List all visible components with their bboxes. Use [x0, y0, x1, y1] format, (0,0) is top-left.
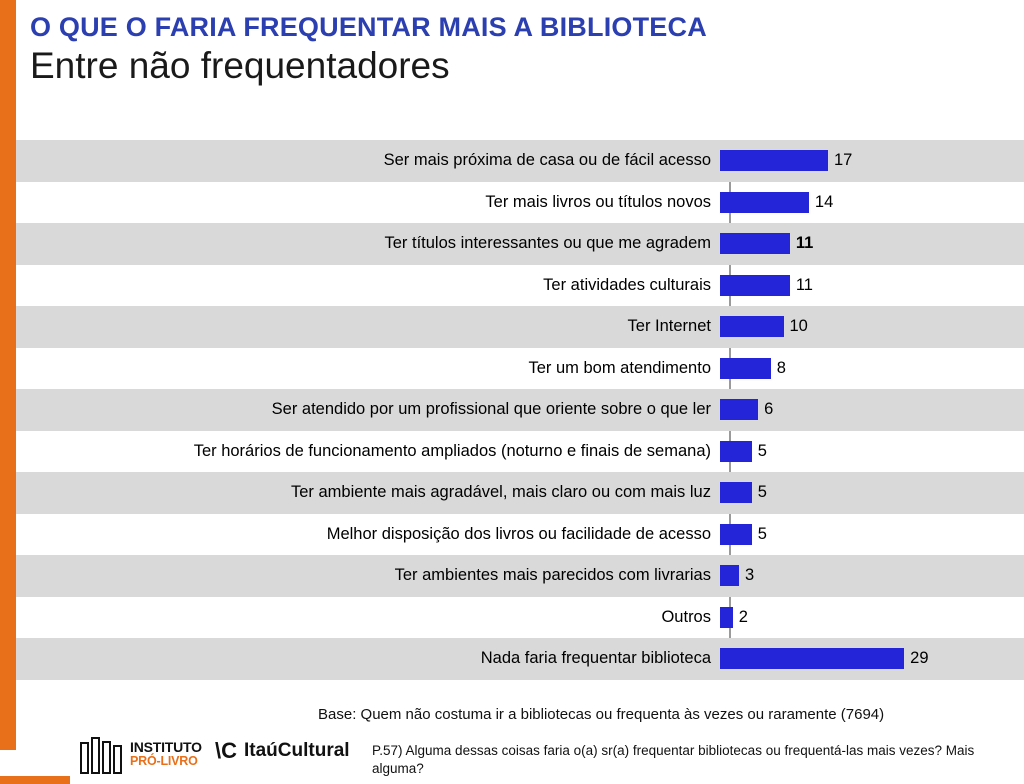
chart-bar	[720, 192, 809, 213]
chart-bar	[720, 648, 904, 669]
chart-bar	[720, 607, 733, 628]
chart-bar-value: 2	[738, 607, 748, 626]
chart-category-label: Ser atendido por um profissional que oriente sobre o que ler	[271, 400, 711, 419]
chart-category-label: Nada faria frequentar biblioteca	[480, 649, 711, 668]
title-block	[30, 12, 990, 88]
chart-row	[16, 431, 1024, 473]
chart-bar-wrap	[720, 431, 1024, 473]
chart-row	[16, 389, 1024, 431]
question-note: P.57) Alguma dessas coisas faria o(a) sr(a) frequentar bibliotecas ou frequentá-las mais vezes? Mais alguma?	[372, 743, 975, 777]
logo-instituto-pro-livro	[78, 732, 202, 776]
chart-row	[16, 555, 1024, 597]
chart-bar-value: 10	[789, 317, 808, 336]
chart-bar-value: 8	[776, 358, 786, 377]
chart-category-label: Outros	[661, 607, 711, 626]
chart-row	[16, 140, 1024, 182]
chart-bar-wrap	[720, 555, 1024, 597]
chart-row	[16, 265, 1024, 307]
chart-row	[16, 638, 1024, 680]
chart-category-label: Ter um bom atendimento	[528, 358, 711, 377]
chart-bar-wrap	[720, 472, 1024, 514]
logo-prolivro-line1: INSTITUTO	[130, 739, 202, 756]
chart-category-label: Ter ambiente mais agradável, mais claro ou com mais luz	[290, 483, 711, 502]
chart-bar	[720, 358, 771, 379]
logo-prolivro-line2: PRÓ-LIVRO	[130, 753, 198, 768]
chart-row	[16, 597, 1024, 639]
chart-bar-value: 5	[757, 483, 767, 502]
logo-itau-cultural	[215, 738, 350, 764]
chart-bar-value: 11	[795, 275, 813, 294]
chart-bar-value: 3	[745, 566, 755, 585]
chart-bar	[720, 233, 790, 254]
chart-bar-wrap	[720, 597, 1024, 639]
base-note: Base: Quem não costuma ir a bibliotecas ou frequenta às vezes ou raramente (7694)	[318, 706, 885, 723]
chart-bar-value: 17	[833, 151, 853, 170]
chart-bar	[720, 150, 828, 171]
chart-bar	[720, 441, 752, 462]
chart-row	[16, 223, 1024, 265]
chart-category-label: Ter horários de funcionamento ampliados (noturno e finais de semana)	[193, 441, 711, 460]
chart-row	[16, 182, 1024, 224]
chart-bar-value: 5	[757, 524, 767, 543]
chart-category-label: Ter atividades culturais	[543, 275, 711, 294]
chart-bar-wrap	[720, 182, 1024, 224]
chart-bar-wrap	[720, 348, 1024, 390]
chart-category-label: Ter títulos interessantes ou que me agradem	[384, 234, 711, 253]
page-subtitle: Entre não frequentadores	[30, 45, 450, 87]
chart-bar	[720, 275, 790, 296]
chart-row	[16, 348, 1024, 390]
books-icon	[78, 732, 124, 776]
chart-category-label: Ter Internet	[627, 317, 711, 336]
chart-bar-value: 14	[814, 192, 834, 211]
chart-bar	[720, 524, 752, 545]
left-accent-bar	[0, 0, 16, 750]
chart-bar-value: 29	[910, 649, 929, 668]
chart-bar-wrap	[720, 265, 1024, 307]
footer	[0, 690, 1024, 784]
chart-row	[16, 306, 1024, 348]
chart-row	[16, 514, 1024, 556]
chart-bar-wrap	[720, 389, 1024, 431]
chart-bar-value: 11	[795, 234, 814, 253]
page-title: O QUE O FARIA FREQUENTAR MAIS A BIBLIOTECA	[30, 12, 707, 42]
chart-category-label: Ter ambientes mais parecidos com livrarias	[394, 566, 711, 585]
bar-chart	[16, 140, 1024, 688]
chart-row	[16, 472, 1024, 514]
chart-category-label: Ser mais próxima de casa ou de fácil acesso	[383, 151, 711, 170]
logo-itau-text: ItaúCultural	[244, 740, 350, 761]
chart-bar	[720, 399, 758, 420]
chart-bar-value: 6	[764, 400, 774, 419]
chart-bar-value: 5	[757, 441, 767, 460]
chart-bar-wrap	[720, 638, 1024, 680]
chart-bar-wrap	[720, 306, 1024, 348]
itau-mark-icon: \C	[215, 738, 237, 763]
chart-category-label: Ter mais livros ou títulos novos	[485, 192, 711, 211]
chart-category-label: Melhor disposição dos livros ou facilidade de acesso	[326, 524, 711, 543]
logo-prolivro-text	[130, 740, 202, 767]
chart-bar-wrap	[720, 223, 1024, 265]
chart-bar-wrap	[720, 140, 1024, 182]
chart-bar	[720, 482, 752, 503]
chart-bar-wrap	[720, 514, 1024, 556]
chart-bar	[720, 565, 739, 586]
chart-bar	[720, 316, 784, 337]
